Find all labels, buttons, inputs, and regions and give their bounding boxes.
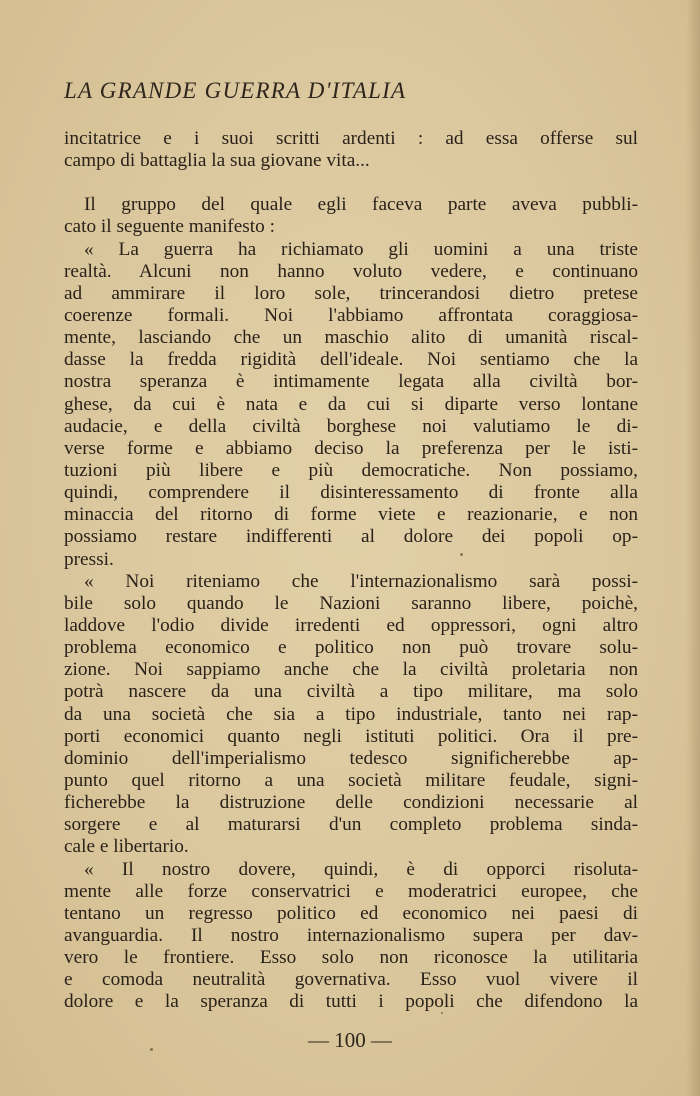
text-line: vero le frontiere. Esso solo non riconosce la utilitaria — [64, 947, 638, 969]
text-line: laddove l'odio divide irredenti ed oppressori, ogni altro — [64, 614, 638, 636]
text-line: cale e libertario. — [64, 836, 189, 858]
text-line: punto quel ritorno a una società militare feudale, signi- — [64, 769, 638, 791]
text-line: problema economico e politico non può trovare solu- — [64, 637, 638, 659]
text-line: tentano un regresso politico ed economico nei paesi di — [64, 902, 638, 924]
text-line: dominio dell'imperialismo tedesco significherebbe ap- — [64, 747, 638, 769]
running-header: LA GRANDE GUERRA D'ITALIA — [64, 78, 407, 103]
text-line: incitatrice e i suoi scritti ardenti : ad essa offerse sul — [64, 128, 638, 149]
text-line: pressi. — [64, 548, 114, 570]
paragraph-gap — [64, 172, 638, 194]
text-line: zione. Noi sappiamo anche che la civiltà proletaria non — [64, 659, 638, 681]
text-line: tuzioni più libere e più democratiche. Non possiamo, — [64, 459, 638, 481]
text-line: avanguardia. Il nostro internazionalismo supera per dav- — [64, 924, 638, 946]
text-line: da una società che sia a tipo industriale, tanto nei rap- — [64, 703, 638, 725]
text-line: nostra speranza è intimamente legata alla civiltà bor- — [64, 371, 638, 393]
paper-speck — [150, 1048, 153, 1051]
text-line: cato il seguente manifesto : — [64, 216, 275, 238]
text-line: audacie, e della civiltà borghese noi valutiamo le di- — [64, 415, 638, 437]
text-line: minaccia del ritorno di forme viete e reazionarie, e non — [64, 504, 638, 526]
body-text — [64, 128, 638, 1013]
page-number: — 100 — — [308, 1028, 392, 1052]
text-line: coerenze formali. Noi l'abbiamo affrontata coraggiosa- — [64, 304, 638, 326]
text-line: realtà. Alcuni non hanno voluto vedere, e continuano — [64, 260, 638, 282]
text-line: quindi, comprendere il disinteressamento di fronte alla — [64, 482, 638, 504]
text-line: « La guerra ha richiamato gli uomini a una triste — [84, 238, 638, 260]
text-line: dasse la fredda rigidità dell'ideale. Noi sentiamo che la — [64, 349, 638, 371]
text-line: « Noi riteniamo che l'internazionalismo sarà possi- — [84, 570, 638, 592]
text-line: campo di battaglia la sua giovane vita... — [64, 150, 370, 172]
text-line: ficherebbe la distruzione delle condizioni necessarie al — [64, 792, 638, 814]
text-line: porti economici quanto negli istituti politici. Ora il pre- — [64, 725, 638, 747]
text-line: verse forme e abbiamo deciso la preferenza per le isti- — [64, 437, 638, 459]
page-edge-shadow — [686, 0, 700, 1096]
text-line: ghese, da cui è nata e da cui si diparte verso lontane — [64, 393, 638, 415]
text-line: mente alle forze conservatrici e moderatrici europee, che — [64, 880, 638, 902]
text-line: dolore e la speranza di tutti i popoli che difendono la — [64, 991, 638, 1013]
text-line: possiamo restare indifferenti al dolore dei popoli op- — [64, 526, 638, 548]
text-line: sorgere e al maturarsi d'un completo problema sinda- — [64, 814, 638, 836]
text-line: ad ammirare il loro sole, trincerandosi dietro pretese — [64, 282, 638, 304]
paper-speck — [441, 1012, 443, 1014]
text-line: « Il nostro dovere, quindi, è di opporci risoluta- — [84, 858, 638, 880]
text-line: bile solo quando le Nazioni saranno libere, poichè, — [64, 592, 638, 614]
text-line: e comoda neutralità governativa. Esso vuol vivere il — [64, 969, 638, 991]
text-line: Il gruppo del quale egli faceva parte aveva pubbli- — [84, 194, 638, 216]
text-line: mente, lasciando che un maschio alito di umanità riscal- — [64, 327, 638, 349]
paper-speck — [460, 553, 463, 556]
text-line: potrà nascere da una civiltà a tipo militare, ma solo — [64, 681, 638, 703]
